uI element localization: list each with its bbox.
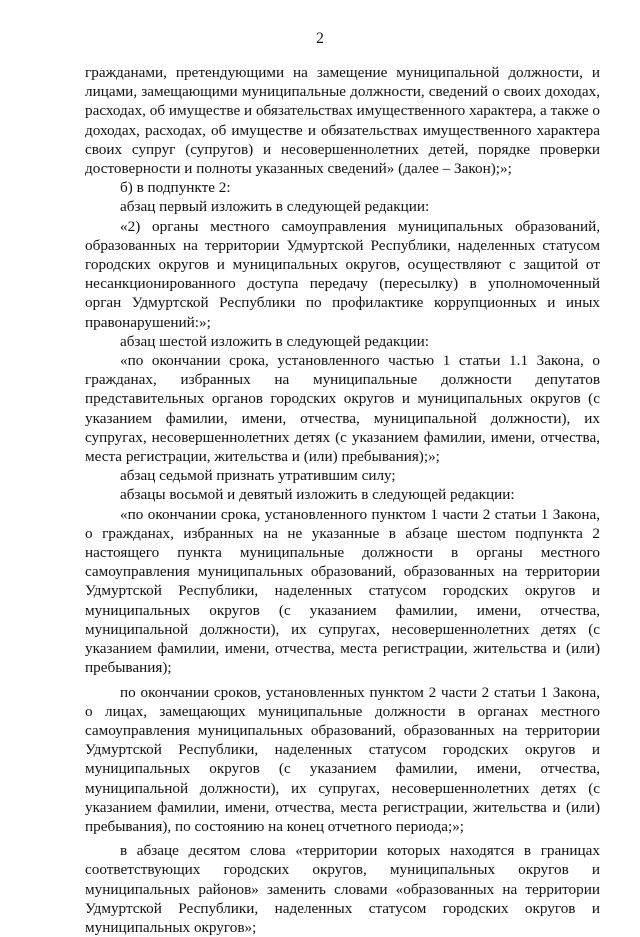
paragraph-quoted-ninth-abzac: по окончании сроков, установленных пунктом 2 части 2 статьи 1 Закона, о лицах, замещающих муниципальные должности в органах местного самоуправления муниципальных образований, образованных на территории Удмуртской Республики, наделенных статусом городских округов и муниципальных округов (с указанием фамилии, имени, отчества, муниципальной должности), их супругах, несовершеннолетних детях (с указанием фамилии, имени, отчества, места регистрации, жительства и (или) пребывания), по состоянию на конец отчетного периода;»; (85, 683, 600, 835)
paragraph-quoted-item-2: «2) органы местного самоуправления муниципальных образований, образованных на территории Удмуртской Республики, наделенных статусом городских округов и муниципальных округов, осуществляют с защитой от несанкционированного доступа передачу (пересылку) в уполномоченный орган Удмуртской Республики по профилактике коррупционных и иных правонарушений:»; (85, 217, 600, 331)
paragraph-first-abzac-instruction: абзац первый изложить в следующей редакции: (120, 198, 430, 216)
paragraph-eighth-ninth-instruction: абзацы восьмой и девятый изложить в следующей редакции: (120, 486, 515, 504)
paragraph-sixth-abzac-instruction: абзац шестой изложить в следующей редакции: (120, 332, 429, 350)
document-body (85, 63, 600, 937)
paragraph-tenth-abzac-replacement: в абзаце десятом слова «территории которых находятся в границах соответствующих городских округов, муниципальных округов и муниципальных районов» заменить словами «образованных на территории Удмуртской Республики, наделенных статусом городских округов и муниципальных округов»; (85, 842, 600, 936)
page-number: 2 (316, 30, 324, 47)
paragraph-quoted-eighth-abzac: «по окончании срока, установленного пунктом 1 части 2 статьи 1 Закона, о гражданах, избранных на не указанные в абзаце шестом подпункта 2 настоящего пункта муниципальные должности в органы местного самоуправления муниципальных образований, образованных на территории Удмуртской Республики, наделенных статусом городских округов и муниципальных округов (с указанием фамилии, имени, отчества, муниципальной должности), их супругах, несовершеннолетних детях (с указанием фамилии, имени, отчества, места регистрации, жительства и (или) пребывания); (85, 505, 600, 677)
paragraph-seventh-abzac-repeal: абзац седьмой признать утратившим силу; (120, 467, 396, 485)
paragraph-quoted-sixth-abzac: «по окончании срока, установленного частью 1 статьи 1.1 Закона, о гражданах, избранных на муниципальные должности депутатов представительных органов городских округов и муниципальных округов (с указанием фамилии, имени, отчества, муниципальной должности), их супругах, несовершеннолетних детях (с указанием фамилии, имени, отчества, места регистрации, жительства и (или) пребывания);»; (85, 352, 600, 466)
paragraph-subitem-b: б) в подпункте 2: (120, 179, 231, 197)
paragraph-continuation: гражданами, претендующими на замещение муниципальной должности, и лицами, замещающими муниципальные должности, сведений о своих доходах, расходах, об имуществе и обязательствах имущественного характера, а также о доходах, расходах, об имуществе и обязательствах имущественного характера своих супруг (супругов) и несовершеннолетних детей, порядке проверки достоверности и полноты указанных сведений» (далее – Закон);»; (85, 64, 600, 178)
